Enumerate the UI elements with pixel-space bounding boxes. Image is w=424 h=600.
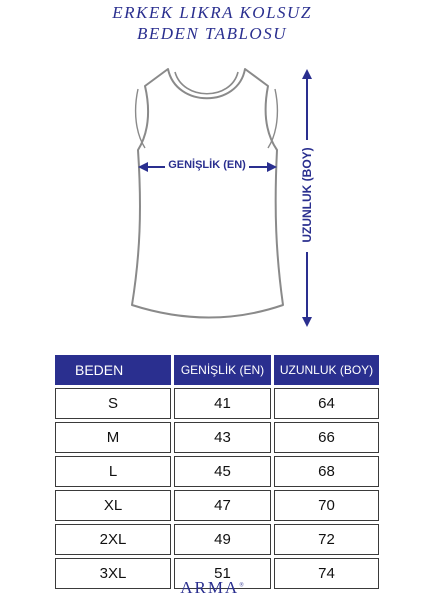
- size-cell: 3XL: [55, 558, 171, 589]
- brand-logo: [0, 578, 424, 598]
- width-cell: 49: [174, 524, 271, 555]
- brand-name: ARMA: [180, 578, 240, 597]
- size-cell: XL: [55, 490, 171, 521]
- size-table: [52, 352, 382, 592]
- width-cell: 45: [174, 456, 271, 487]
- registered-mark: ®: [239, 582, 244, 589]
- width-cell: 51: [174, 558, 271, 589]
- length-cell: 68: [274, 456, 379, 487]
- size-cell: M: [55, 422, 171, 453]
- table-row: [55, 422, 379, 453]
- header-width: GENİŞLİK (EN): [174, 355, 271, 385]
- width-cell: 41: [174, 388, 271, 419]
- size-cell: 2XL: [55, 524, 171, 555]
- length-cell: 66: [274, 422, 379, 453]
- length-label: UZUNLUK (BOY): [300, 147, 314, 243]
- table-header-row: [55, 355, 379, 385]
- table-row: [55, 388, 379, 419]
- size-cell: S: [55, 388, 171, 419]
- table-row: [55, 524, 379, 555]
- chart-title-line1: ERKEK LIKRA KOLSUZ: [112, 3, 312, 22]
- length-cell: 64: [274, 388, 379, 419]
- chart-title-line2: BEDEN TABLOSU: [137, 24, 287, 43]
- length-cell: 74: [274, 558, 379, 589]
- neckline-band: [175, 72, 238, 94]
- length-cell: 72: [274, 524, 379, 555]
- table-row: [55, 456, 379, 487]
- width-cell: 47: [174, 490, 271, 521]
- tank-top-outline: [132, 69, 283, 318]
- size-cell: L: [55, 456, 171, 487]
- table-row: [55, 490, 379, 521]
- width-label: GENİŞLİK (EN): [168, 159, 246, 171]
- header-length: UZUNLUK (BOY): [274, 355, 379, 385]
- width-cell: 43: [174, 422, 271, 453]
- header-size: BEDEN: [55, 355, 171, 385]
- length-cell: 70: [274, 490, 379, 521]
